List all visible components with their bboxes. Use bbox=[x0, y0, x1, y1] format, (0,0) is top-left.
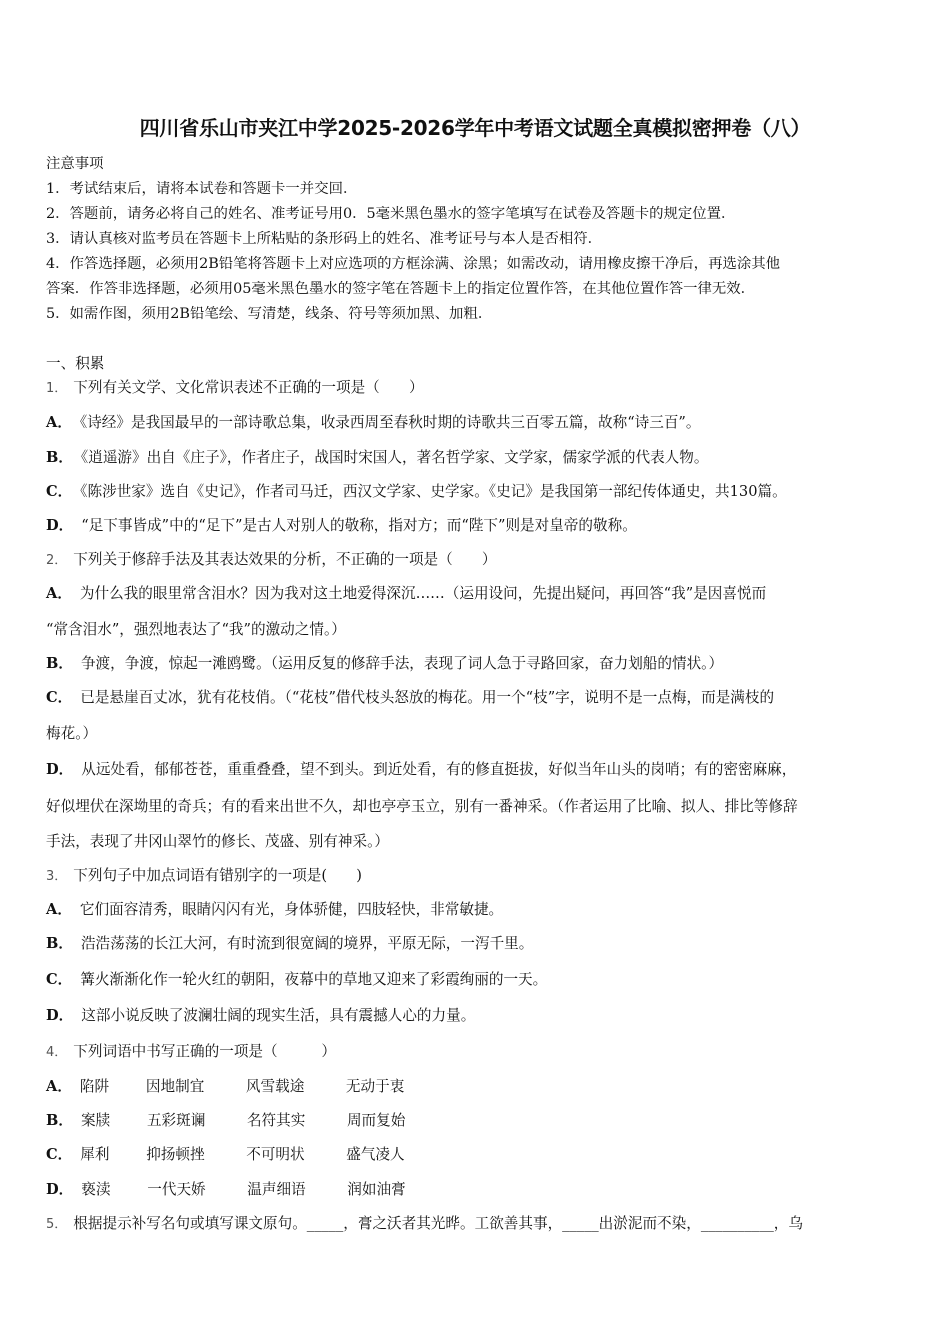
notice-item: 4．作答选择题，必须用2B铅笔将答题卡上对应选项的方框涂满、涂黑；如需改动，请用橡皮擦干净后，再选涂其他 bbox=[46, 256, 781, 272]
option-word: 陷阱 bbox=[79, 1078, 110, 1095]
q3-option-c bbox=[46, 968, 547, 989]
section-heading: 一、积累 bbox=[46, 355, 105, 372]
option-word: 抑扬顿挫 bbox=[146, 1146, 205, 1163]
q2-option-c bbox=[46, 686, 774, 707]
option-word: 五彩斑谰 bbox=[146, 1112, 206, 1129]
option-text: 《陈涉世家》选自《史记》，作者司马迁，西汉文学家、史学家。《史记》是我国第一部纪传体通史，共130篇。 bbox=[80, 483, 787, 500]
question-text: 下列关于修辞手法及其表达效果的分析，不正确的一项是（ ） bbox=[73, 551, 497, 568]
option-text: 从远处看，郁郁苍苍，重重叠叠，望不到头。到近处看，有的修直挺拔，好似当年山头的岗哨；有的密密麻麻， bbox=[81, 761, 797, 778]
option-text: 它们面容清秀，眼睛闪闪有光，身体骄健，四肢轻快，非常敏捷。 bbox=[79, 901, 504, 918]
question-2-stem bbox=[46, 548, 497, 569]
option-word: 润如油膏 bbox=[347, 1181, 406, 1198]
question-text: 下列有关文学、文化常识表述不正确的一项是（ ） bbox=[73, 379, 424, 396]
notice-item: 2．答题前，请务必将自己的姓名、准考证号用0．5毫米黑色墨水的签字笔填写在试卷及答题卡的规定位置． bbox=[46, 206, 736, 222]
option-word: 温声细语 bbox=[247, 1181, 306, 1198]
question-number: 5． bbox=[46, 1217, 68, 1232]
option-label: C． bbox=[46, 483, 73, 500]
option-label: C． bbox=[46, 1146, 73, 1163]
option-text: 争渡，争渡，惊起一滩鸥鹭。（运用反复的修辞手法，表现了词人急于寻路回家，奋力划船的情状。） bbox=[80, 655, 724, 672]
question-1-stem bbox=[46, 376, 424, 397]
option-text: 《逍遥游》出自《庄子》，作者庄子，战国时宋国人，著名哲学家、文学家，儒家学派的代表人物。 bbox=[80, 449, 709, 466]
option-word: 无动于衷 bbox=[345, 1078, 405, 1095]
question-number: 4． bbox=[46, 1045, 68, 1060]
option-word: 因地制宜 bbox=[145, 1078, 205, 1095]
option-text: 这部小说反映了波澜壮阔的现实生活，具有震撼人心的力量。 bbox=[81, 1007, 476, 1024]
question-number: 2． bbox=[46, 553, 68, 568]
option-text: 篝火渐渐化作一轮火红的朝阳，夜幕中的草地又迎来了彩霞绚丽的一天。 bbox=[80, 971, 548, 988]
question-3-stem bbox=[46, 864, 362, 885]
option-label: D． bbox=[46, 517, 74, 534]
option-label: A． bbox=[46, 585, 72, 602]
page-title: 四川省乐山市夹江中学2025-2026学年中考语文试题全真模拟密押卷（八） bbox=[139, 116, 811, 140]
option-label: C． bbox=[46, 689, 73, 706]
option-text: 为什么我的眼里常含泪水？因为我对这土地爱得深沉……（运用设问，先提出疑问，再回答“我”是因喜悦而 bbox=[79, 585, 767, 602]
q2-option-c-cont: 梅花。） bbox=[46, 725, 98, 742]
option-word: 名符其实 bbox=[246, 1112, 306, 1129]
q3-option-b bbox=[46, 932, 533, 953]
q3-option-a bbox=[46, 898, 503, 919]
q4-option-a bbox=[46, 1075, 446, 1096]
notice-item: 5．如需作图，须用2B铅笔绘、写清楚，线条、符号等须加黑、加粗． bbox=[46, 306, 493, 322]
q1-option-a bbox=[46, 411, 701, 432]
q1-option-b bbox=[46, 446, 708, 467]
q2-option-d bbox=[46, 758, 796, 779]
q2-option-b bbox=[46, 652, 723, 673]
option-word: 亵渎 bbox=[81, 1181, 111, 1198]
option-text: 《诗经》是我国最早的一部诗歌总集，收录西周至春秋时期的诗歌共三百零五篇，故称“诗三百”。 bbox=[79, 414, 701, 431]
question-text: 根据提示补写名句或填写课文原句。_____，膏之沃者其光晔。工欲善其事，_____出淤泥而不染，__________，乌 bbox=[73, 1215, 803, 1232]
option-label: B． bbox=[46, 1112, 73, 1129]
option-text: 已是悬崖百丈冰，犹有花枝俏。（“花枝”借代枝头怒放的梅花。用一个“枝”字，说明不是一点梅，而是满枝的 bbox=[80, 689, 775, 706]
question-4-stem bbox=[46, 1040, 336, 1061]
option-label: B． bbox=[46, 449, 73, 466]
option-label: A． bbox=[46, 1078, 72, 1095]
question-text: 下列词语中书写正确的一项是（ ） bbox=[73, 1043, 336, 1060]
q2-option-d-cont: 好似埋伏在深坳里的奇兵；有的看来出世不久，却也亭亭玉立，别有一番神采。（作者运用了比喻、拟人、排比等修辞 bbox=[46, 798, 798, 815]
question-number: 3． bbox=[46, 869, 68, 884]
notice-item: 1．考试结束后，请将本试卷和答题卡一并交回． bbox=[46, 181, 358, 197]
option-word: 犀利 bbox=[80, 1146, 110, 1163]
q1-option-c bbox=[46, 480, 787, 501]
option-word: 周而复始 bbox=[346, 1112, 406, 1129]
q2-option-d-cont: 手法，表现了井冈山翠竹的修长、茂盛、别有神采。） bbox=[46, 833, 389, 850]
question-5-stem bbox=[46, 1212, 803, 1233]
q3-option-d bbox=[46, 1004, 475, 1025]
q4-option-d bbox=[46, 1178, 447, 1199]
q2-option-a-cont: “常含泪水”，强烈地表达了“我”的激动之情。） bbox=[46, 621, 346, 638]
notice-item: 答案．作答非选择题，必须用05毫米黑色墨水的签字笔在答题卡上的指定位置作答，在其他位置作答一律无效． bbox=[46, 281, 756, 297]
option-word: 案牍 bbox=[80, 1112, 111, 1129]
option-text: “足下事皆成”中的“足下”是古人对别人的敬称，指对方；而“陛下”则是对皇帝的敬称。 bbox=[81, 517, 637, 534]
notice-heading: 注意事项 bbox=[46, 156, 104, 172]
q2-option-a bbox=[46, 582, 766, 603]
option-label: D． bbox=[46, 1007, 74, 1024]
option-label: D． bbox=[46, 761, 74, 778]
q4-option-c bbox=[46, 1143, 446, 1164]
option-label: D． bbox=[46, 1181, 74, 1198]
option-label: B． bbox=[46, 935, 73, 952]
option-text: 浩浩荡荡的长江大河，有时流到很宽阔的境界，平原无际，一泻千里。 bbox=[80, 935, 534, 952]
q1-option-d bbox=[46, 514, 637, 535]
option-word: 不可明状 bbox=[246, 1146, 305, 1163]
notice-item: 3．请认真核对监考员在答题卡上所粘贴的条形码上的姓名、准考证号与本人是否相符． bbox=[46, 231, 603, 247]
option-label: A． bbox=[46, 901, 72, 918]
question-text: 下列句子中加点词语有错别字的一项是( ) bbox=[73, 867, 362, 884]
option-word: 一代天娇 bbox=[147, 1181, 206, 1198]
option-word: 风雪载途 bbox=[245, 1078, 305, 1095]
option-label: C． bbox=[46, 971, 73, 988]
question-number: 1． bbox=[46, 381, 68, 396]
option-label: A． bbox=[46, 414, 72, 431]
q4-option-b bbox=[46, 1109, 447, 1130]
option-word: 盛气凌人 bbox=[346, 1146, 405, 1163]
option-label: B． bbox=[46, 655, 73, 672]
